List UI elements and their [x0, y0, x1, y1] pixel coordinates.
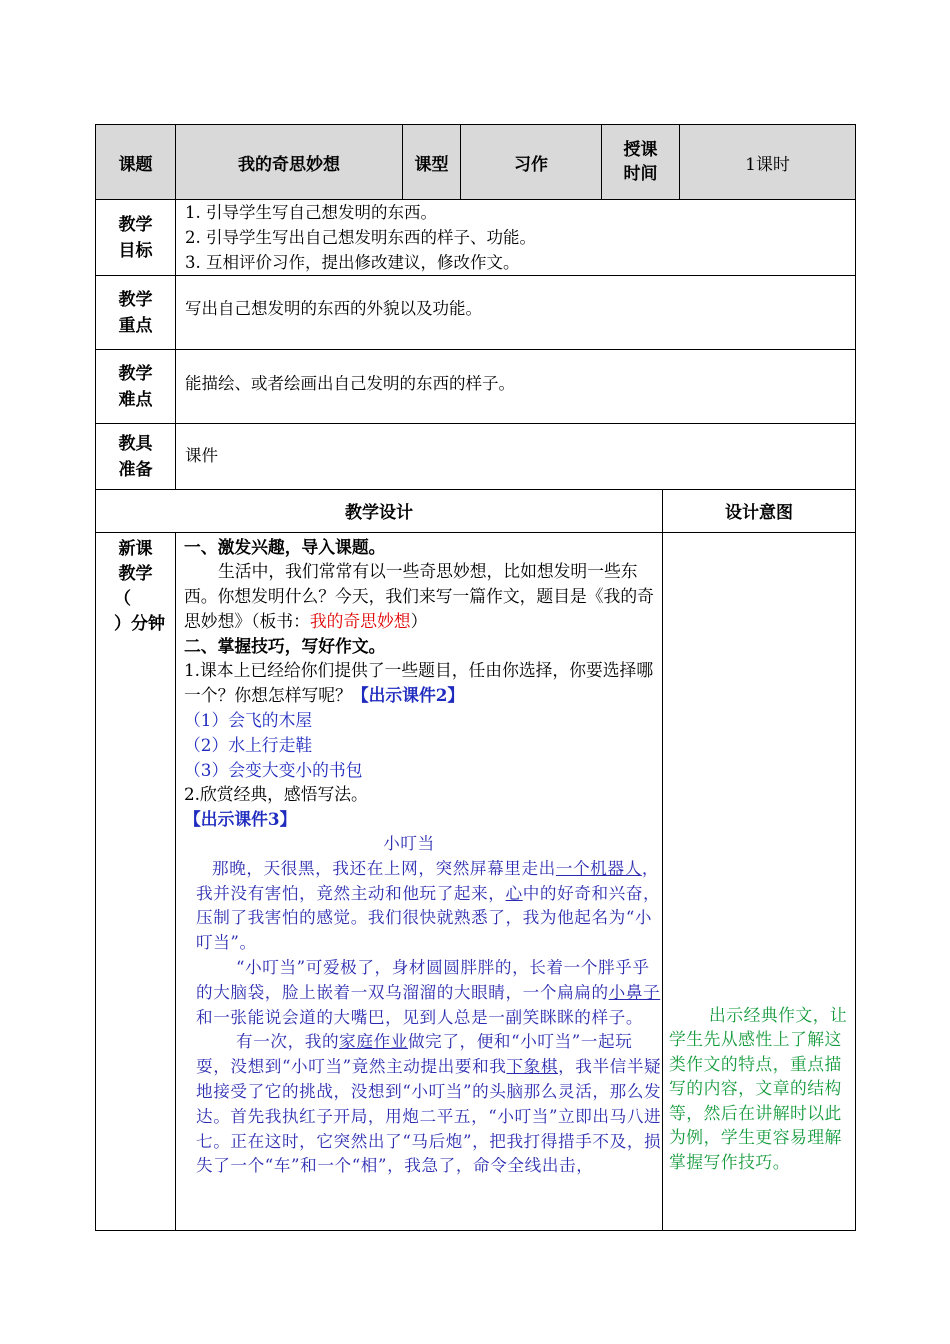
essay-paragraph — [196, 857, 662, 956]
goal-item: 3. 互相评价习作，提出修改建议，修改作文。 — [185, 253, 520, 272]
focus-label — [96, 276, 176, 350]
essay-underlined: 家庭作业 — [339, 1032, 408, 1052]
section2-body: 1.课本上已经给你们提供了一些题目，任由你选择，你要选择哪一个？你想怎样写呢？ — [184, 660, 654, 706]
goals-label-line1: 教学 — [118, 214, 153, 235]
time-label-line2: 时间 — [623, 164, 658, 184]
essay-underlined: 一个机器人 — [555, 858, 642, 878]
essay-underlined: 小鼻子 — [608, 982, 661, 1002]
difficulty-row — [96, 350, 856, 424]
essay-text: 那晚，天很黑，我还在上网，突然屏幕里走出 — [212, 858, 556, 878]
essay-paragraph — [196, 1030, 662, 1179]
time-label — [602, 125, 680, 200]
goals-label — [96, 200, 176, 276]
tools-label-line1: 教具 — [118, 433, 153, 454]
essay-text: ，我并没有害怕，竟然主动和他玩了起来， — [196, 858, 660, 903]
phase-line1: 新课 — [118, 538, 153, 559]
essay-text: 有一次，我的 — [236, 1032, 340, 1052]
topic-label: 课题 — [96, 125, 176, 200]
goal-item: 2. 引导学生写出自己想发明东西的样子、功能。 — [185, 228, 536, 247]
section2-title: 二、掌握技巧，写好作文。 — [184, 635, 386, 656]
board-writing: 我的奇思妙想 — [309, 610, 411, 631]
focus-label-line2: 重点 — [118, 315, 153, 336]
section1-text — [184, 559, 662, 633]
essay-underlined: 下象棋 — [506, 1057, 559, 1077]
section1-body: 生活中，我们常常有以一些奇思妙想，比如想发明一些东西。你想发明什么？今天，我们来写一篇作文，题目是《我的奇思妙想》（板书： — [184, 561, 654, 631]
phase-line3: （ — [114, 588, 131, 609]
focus-row — [96, 276, 856, 350]
design-header-row — [96, 489, 856, 532]
design-col-title: 教学设计 — [96, 489, 663, 532]
goals-label-line2: 目标 — [118, 240, 153, 261]
option-item: （2）水上行走鞋 — [184, 734, 313, 755]
example-essay — [176, 832, 662, 1179]
essay-text: 做完了，便和“小叮当”一起玩耍，没想到“小叮当”竟然主动提出要和我 — [196, 1032, 633, 1077]
courseware-2: 【出示课件2】 — [351, 685, 465, 706]
design-body-row — [96, 532, 856, 1230]
difficulty-label — [96, 350, 176, 424]
phase-label — [96, 532, 176, 1230]
tools-label — [96, 424, 176, 490]
header-row — [96, 125, 856, 200]
section2-step2: 2.欣赏经典，感悟写法。 — [184, 784, 368, 805]
intent-col-title: 设计意图 — [663, 489, 856, 532]
lesson-plan-table — [95, 124, 856, 490]
topic-value: 我的奇思妙想 — [176, 125, 403, 200]
difficulty-text: 能描绘、或者绘画出自己发明的东西的样子。 — [176, 350, 856, 424]
phase-line2: 教学 — [118, 563, 153, 584]
essay-title: 小叮当 — [383, 834, 435, 854]
section2-text — [184, 658, 662, 708]
goals-row — [96, 200, 856, 276]
type-value: 习作 — [461, 125, 602, 200]
time-value: 1课时 — [680, 125, 856, 200]
goal-item: 1. 引导学生写自己想发明的东西。 — [185, 203, 437, 222]
focus-label-line1: 教学 — [118, 289, 153, 310]
essay-text: 中的好奇和兴奋，压制了我害怕的感觉。我们很快就熟悉了，我为他起名为“小叮当”。 — [196, 883, 661, 953]
design-intent — [663, 532, 856, 1230]
intent-text: 出示经典作文，让学生先从感性上了解这类作文的特点，重点描写的内容，文章的结构等，然后在讲解时以此为例，学生更容易理解掌握写作技巧。 — [669, 1004, 848, 1173]
essay-text: “小叮当”可爱极了，身材圆圆胖胖的，长着一个胖乎乎的大脑袋，脸上嵌着一双乌溜溜的大眼睛，一个扁扁的 — [196, 958, 650, 1002]
time-label-line1: 授课 — [623, 140, 658, 160]
lesson-content — [176, 532, 663, 1230]
design-table — [95, 489, 856, 1231]
type-label: 课型 — [403, 125, 461, 200]
goals-content — [176, 200, 856, 276]
essay-paragraph — [196, 956, 662, 1030]
lesson-plan — [95, 124, 855, 1231]
essay-text: ，我半信半疑地接受了它的挑战，没想到“小叮当”的头脑那么灵活，那么发达。首先我执红子开局，用炮二平五，“小叮当”立即出马八进七。正在这时，它突然出了“马后炮”，把我打得措手不及，损失了一个“车”和一个“相”，我急了，命令全线出击， — [196, 1057, 662, 1176]
section1-close: ） — [410, 610, 428, 631]
tools-label-line2: 准备 — [118, 459, 153, 480]
courseware-3: 【出示课件3】 — [184, 809, 297, 830]
tools-text: 课件 — [176, 424, 856, 490]
difficulty-label-line2: 难点 — [118, 389, 153, 410]
tools-row — [96, 424, 856, 490]
option-item: （3）会变大变小的书包 — [184, 759, 363, 780]
option-item: （1）会飞的木屋 — [184, 710, 313, 731]
phase-line4: ）分钟 — [114, 613, 165, 634]
section1-title: 一、激发兴趣，导入课题。 — [184, 536, 386, 557]
essay-underlined: 心 — [505, 883, 523, 903]
essay-text: 和一张能说会道的大嘴巴，见到人总是一副笑眯眯的样子。 — [196, 1007, 644, 1027]
focus-text: 写出自己想发明的东西的外貌以及功能。 — [176, 276, 856, 350]
difficulty-label-line1: 教学 — [118, 363, 153, 384]
